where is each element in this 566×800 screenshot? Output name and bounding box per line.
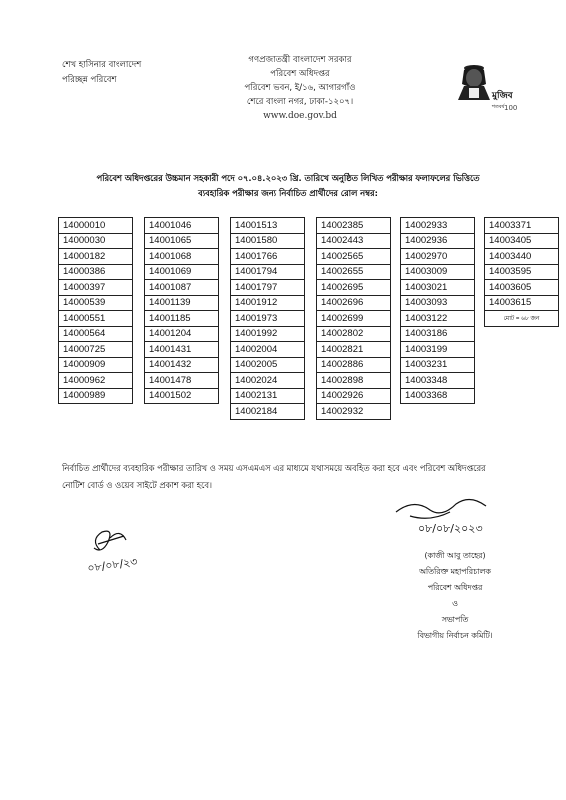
roll-number-cell: 14001797 bbox=[231, 280, 305, 296]
logo-text-2: শতবর্ষ bbox=[492, 104, 505, 110]
roll-number-cell: 14001794 bbox=[231, 265, 305, 280]
roll-number-cell: 14000539 bbox=[59, 296, 133, 311]
roll-number-cell: 14001973 bbox=[231, 311, 305, 327]
roll-number-cell: 14000030 bbox=[59, 234, 133, 249]
roll-number-cell: 14002932 bbox=[317, 404, 391, 420]
roll-number-cell: 14003368 bbox=[401, 389, 475, 404]
header-line-3: পরিবেশ ভবন, ই/১৬, আগারগাঁও bbox=[244, 83, 356, 93]
roll-number-cell: 14002655 bbox=[317, 265, 391, 280]
roll-number-cell: 14001766 bbox=[231, 249, 305, 265]
roll-number-cell: 14002131 bbox=[231, 389, 305, 404]
signatory-block bbox=[395, 548, 515, 644]
roll-number-cell: 14001502 bbox=[145, 389, 219, 404]
roll-number-cell: 14000182 bbox=[59, 249, 133, 265]
roll-number-cell: 14003595 bbox=[485, 265, 559, 280]
roll-number-cell: 14000564 bbox=[59, 327, 133, 342]
notice-line-2: ব্যবহারিক পরীক্ষার জন্য নির্বাচিত প্রার্থীদের রোল নম্বর: bbox=[198, 188, 378, 198]
roll-number-cell: 14003605 bbox=[485, 280, 559, 296]
roll-number-cell: 14000010 bbox=[59, 218, 133, 234]
roll-number-cell: 14002695 bbox=[317, 280, 391, 296]
motto-line-2: পরিচ্ছন্ন পরিবেশ bbox=[62, 75, 117, 85]
roll-number-cell: 14000989 bbox=[59, 389, 133, 404]
roll-number-cell: 14002005 bbox=[231, 358, 305, 373]
roll-number-cell: 14001069 bbox=[145, 265, 219, 280]
roll-number-cell: 14001204 bbox=[145, 327, 219, 342]
roll-number-cell: 14000962 bbox=[59, 373, 133, 389]
signatory-title-4: সভাপতি bbox=[441, 615, 469, 624]
roll-number-cell: 14001580 bbox=[231, 234, 305, 249]
roll-number-cell: 14002184 bbox=[231, 404, 305, 420]
roll-number-cell: 14002802 bbox=[317, 327, 391, 342]
roll-number-cell: 14003093 bbox=[401, 296, 475, 311]
signature-right bbox=[390, 492, 520, 537]
roll-number-cell: 14000386 bbox=[59, 265, 133, 280]
notice-title bbox=[88, 171, 488, 201]
signatory-name: (কাজী আবু তাহের) bbox=[424, 551, 486, 560]
roll-column-1 bbox=[58, 217, 133, 404]
signature-left-date: ০৮/০৮/২৩ bbox=[86, 555, 139, 575]
roll-number-cell: 14000725 bbox=[59, 342, 133, 358]
roll-number-cell: 14002004 bbox=[231, 342, 305, 358]
notice-line-1: পরিবেশ অধিদপ্তরের উচ্চমান সহকারী পদে ০৭.০৪.২০২৩ খ্রি. তারিখে অনুষ্ঠিত লিখিত পরীক্ষার ফলাফলের ভিত্তিতে bbox=[96, 173, 480, 183]
signatory-title-1: অতিরিক্ত মহাপরিচালক bbox=[419, 567, 491, 576]
roll-number-cell: 14002443 bbox=[317, 234, 391, 249]
motto-line-1: শেখ হাসিনার বাংলাদেশ bbox=[62, 60, 142, 70]
roll-number-cell: 14001139 bbox=[145, 296, 219, 311]
roll-number-cell: 14001478 bbox=[145, 373, 219, 389]
roll-column-3 bbox=[230, 217, 305, 420]
roll-column-6 bbox=[484, 217, 559, 327]
roll-number-cell: 14003122 bbox=[401, 311, 475, 327]
roll-number-cell: 14003440 bbox=[485, 249, 559, 265]
roll-number-cell: 14003348 bbox=[401, 373, 475, 389]
roll-column-4 bbox=[316, 217, 391, 420]
roll-number-cell: 14001513 bbox=[231, 218, 305, 234]
roll-number-cell: 14002898 bbox=[317, 373, 391, 389]
roll-number-cell: 14001065 bbox=[145, 234, 219, 249]
roll-number-cell: 14001185 bbox=[145, 311, 219, 327]
roll-number-cell: 14001046 bbox=[145, 218, 219, 234]
roll-number-cell: 14000551 bbox=[59, 311, 133, 327]
signature-right-date: ০৮/০৮/২০২৩ bbox=[418, 522, 483, 535]
header-line-2: পরিবেশ অধিদপ্তর bbox=[270, 69, 330, 79]
roll-number-cell: 14003231 bbox=[401, 358, 475, 373]
roll-number-cell: 14001992 bbox=[231, 327, 305, 342]
roll-number-cell: 14003186 bbox=[401, 327, 475, 342]
roll-number-cell: 14002699 bbox=[317, 311, 391, 327]
logo-text-1: মুজিব bbox=[492, 91, 513, 101]
roll-number-cell: 14002696 bbox=[317, 296, 391, 311]
header-line-1: গণপ্রজাতন্ত্রী বাংলাদেশ সরকার bbox=[248, 55, 352, 65]
roll-number-cell: 14001912 bbox=[231, 296, 305, 311]
roll-number-cell: 14000397 bbox=[59, 280, 133, 296]
website-url: www.doe.gov.bd bbox=[263, 111, 337, 121]
government-header bbox=[222, 53, 378, 123]
roll-number-cell: 14003615 bbox=[485, 296, 559, 311]
roll-number-cell: 14001087 bbox=[145, 280, 219, 296]
roll-number-cell: 14002886 bbox=[317, 358, 391, 373]
roll-number-cell: 14003009 bbox=[401, 265, 475, 280]
logo-number: 100 bbox=[504, 104, 518, 112]
signature-left bbox=[80, 520, 170, 580]
roll-number-cell: 14003371 bbox=[485, 218, 559, 234]
roll-number-cell: 14001432 bbox=[145, 358, 219, 373]
roll-number-cell: 14002024 bbox=[231, 373, 305, 389]
roll-number-cell: 14002936 bbox=[401, 234, 475, 249]
signatory-title-5: বিভাগীয় নির্বাচন কমিটি। bbox=[417, 631, 493, 640]
motto bbox=[62, 58, 141, 88]
total-count: মোট = ৬৮ জন bbox=[485, 311, 559, 327]
roll-number-cell: 14002970 bbox=[401, 249, 475, 265]
roll-number-cell: 14003405 bbox=[485, 234, 559, 249]
roll-number-cell: 14002926 bbox=[317, 389, 391, 404]
roll-number-cell: 14002821 bbox=[317, 342, 391, 358]
roll-number-cell: 14001431 bbox=[145, 342, 219, 358]
signatory-title-2: পরিবেশ অধিদপ্তর bbox=[427, 583, 483, 592]
footer-note: নির্বাচিত প্রার্থীদের ব্যবহারিক পরীক্ষার তারিখ ও সময় এসএমএস এর মাধ্যমে যথাসময়ে অবহিত করা হবে এবং পরিবেশ অধিদপ্তরের নোটিশ বোর্ড ও ওয়েব সাইটে প্রকাশ করা হবে। bbox=[62, 463, 486, 490]
roll-column-2 bbox=[144, 217, 219, 404]
roll-number-cell: 14001068 bbox=[145, 249, 219, 265]
roll-number-cell: 14002385 bbox=[317, 218, 391, 234]
roll-number-cell: 14002933 bbox=[401, 218, 475, 234]
roll-number-cell: 14003021 bbox=[401, 280, 475, 296]
header-line-4: শেরে বাংলা নগর, ঢাকা-১২০৭। bbox=[246, 97, 354, 107]
roll-number-cell: 14000909 bbox=[59, 358, 133, 373]
roll-column-5 bbox=[400, 217, 475, 404]
roll-number-cell: 14002565 bbox=[317, 249, 391, 265]
roll-number-cell: 14003199 bbox=[401, 342, 475, 358]
signatory-title-3: ও bbox=[452, 599, 458, 608]
mujib-centenary-logo bbox=[434, 56, 516, 114]
